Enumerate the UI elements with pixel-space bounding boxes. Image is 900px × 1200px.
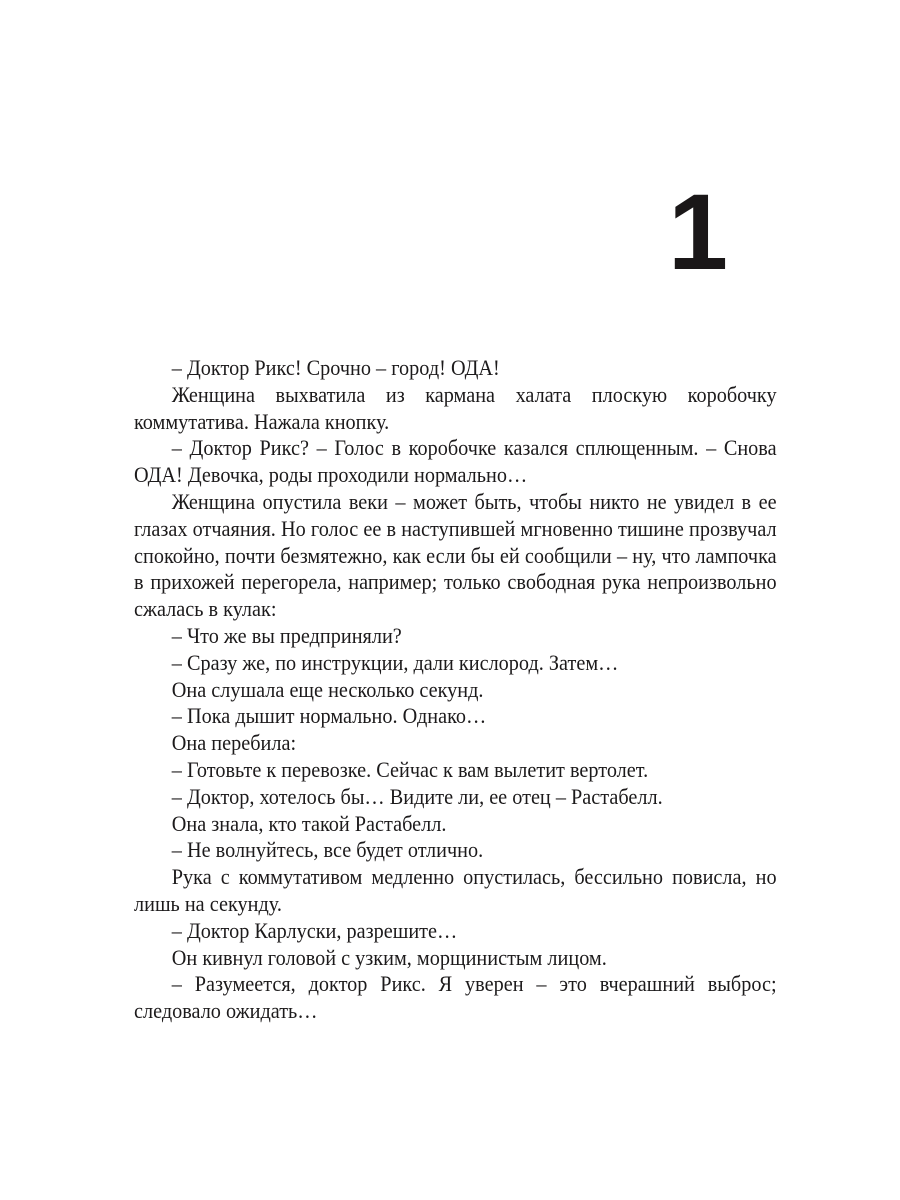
paragraph: Он кивнул головой с узким, морщинистым лицом. <box>171 944 607 970</box>
paragraph: Она знала, кто такой Растабелл. <box>171 810 447 836</box>
paragraph: Рука с коммутативом медленно опустилась, бессильно повисла, но лишь на секунду. <box>134 864 777 916</box>
paragraph: – Что же вы предприняли? <box>171 622 402 648</box>
paragraph: – Доктор Рикс! Срочно – город! ОДА! <box>171 355 500 380</box>
paragraph: – Доктор Рикс? – Голос в коробочке казался сплющенным. – Снова ОДА! Девочка, роды проходили нормально… <box>134 435 777 488</box>
paragraph: – Пока дышит нормально. Однако… <box>171 703 487 729</box>
paragraph: – Разумеется, доктор Рикс. Я уверен – это вчерашний выброс; следовало ожидать… <box>134 971 777 1024</box>
paragraph: Она слушала еще несколько секунд. <box>171 676 484 702</box>
paragraph: Женщина опустила веки – может быть, чтобы никто не увидел в ее глазах отчаяния. Но голос ее в наступившей мгновенно тишине прозвучал спокойно, почти безмятежно, как если бы ей сообщили – ну, что лампочка в прихожей перегорела, например; только свободная рука непроизвольно сжалась в кулак: <box>134 488 777 622</box>
paragraph: – Доктор, хотелось бы… Видите ли, ее отец – Растабелл. <box>171 783 663 809</box>
paragraph: – Не волнуйтесь, все будет отлично. <box>171 837 484 863</box>
chapter-text <box>134 355 777 1025</box>
paragraph: Она перебила: <box>171 730 297 756</box>
paragraph: – Сразу же, по инструкции, дали кислород. Затем… <box>171 649 619 675</box>
paragraph: – Доктор Карлуски, разрешите… <box>171 917 458 943</box>
paragraph: Женщина выхватила из кармана халата плоскую коробочку коммутатива. Нажала кнопку. <box>134 381 777 434</box>
chapter-number: 1 <box>668 171 729 292</box>
paragraph: – Готовьте к перевозке. Сейчас к вам вылетит вертолет. <box>171 756 649 782</box>
